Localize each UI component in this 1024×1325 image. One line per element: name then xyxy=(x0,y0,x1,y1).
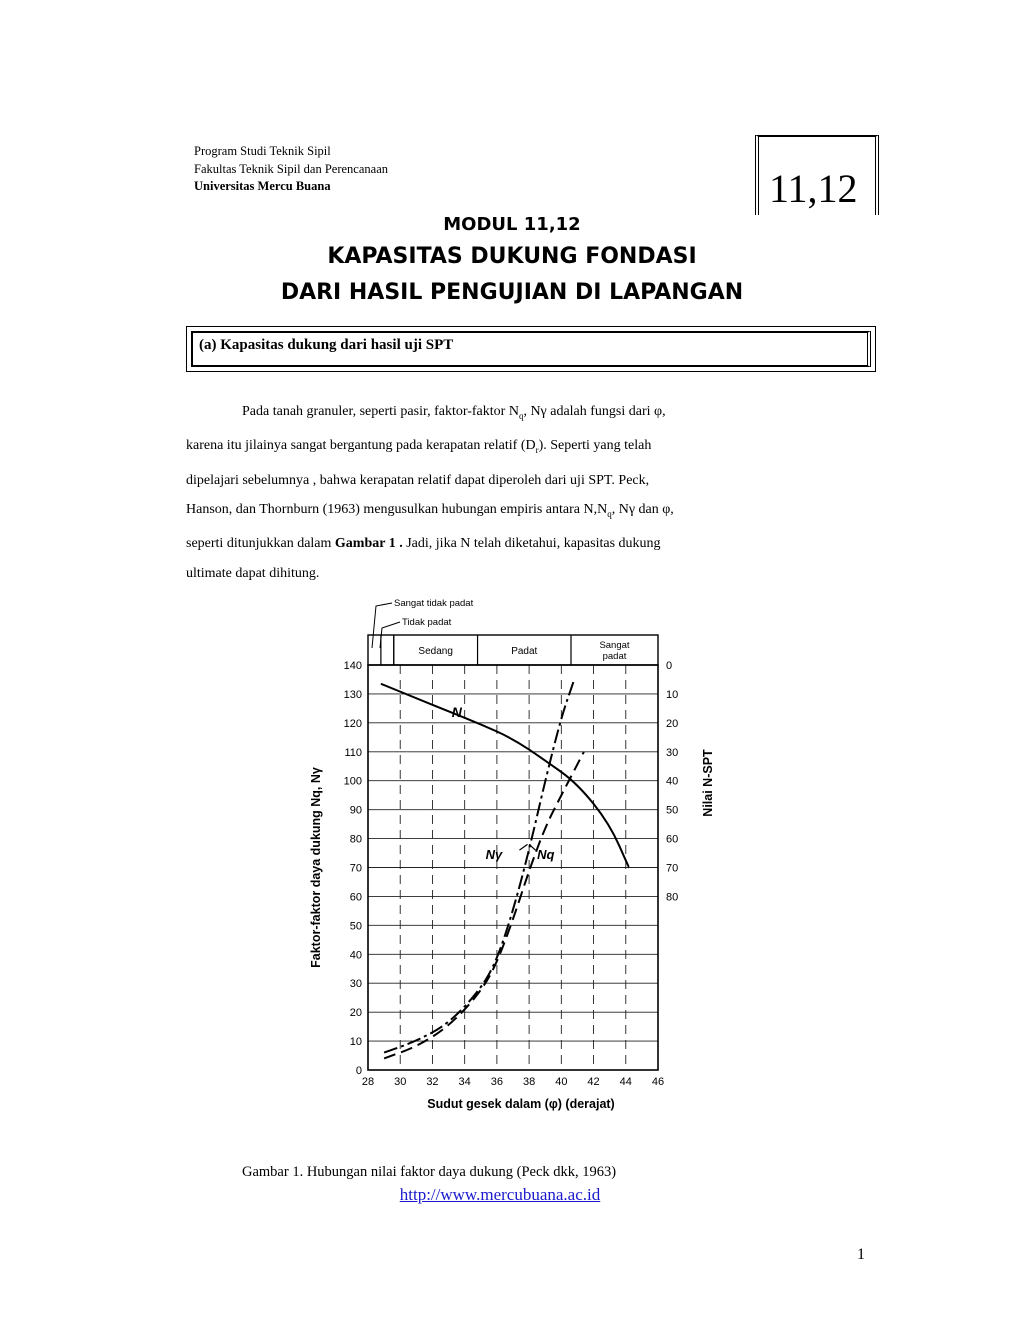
paragraph-line-6: ultimate dapat dihitung. xyxy=(186,565,320,581)
x-tick-label: 44 xyxy=(619,1076,632,1088)
body-paragraph xyxy=(186,397,786,588)
zone-label-very-loose: Sangat tidak padat xyxy=(394,598,474,609)
y2-tick-label: 80 xyxy=(666,891,679,904)
chart-labels xyxy=(309,660,715,1111)
paragraph-line-5: seperti ditunjukkan dalam Gambar 1 . Jadi, jika N telah diketahui, kapasitas dukung xyxy=(186,536,661,552)
y-tick-label: 140 xyxy=(343,660,362,672)
y-tick-label: 40 xyxy=(349,949,362,962)
paragraph-line-1: Pada tanah granuler, seperti pasir, faktor-faktor $N_q$, Nγ adalah fungsi dari φ, xyxy=(242,404,666,421)
x-tick-label: 28 xyxy=(361,1076,375,1088)
y-tick-label: 30 xyxy=(349,978,362,991)
paragraph-line-3: dipelajari sebelumnya , bahwa kerapatan relatif dapat diperoleh dari uji SPT. Peck, xyxy=(186,472,650,488)
chart-grid xyxy=(368,665,658,1070)
bearing-capacity-chart xyxy=(300,588,740,1128)
curve-label-n-gamma: Nγ xyxy=(485,846,503,862)
curve-label-n: N xyxy=(451,704,462,721)
y2-axis-title: Nilai N-SPT xyxy=(701,749,715,817)
y-tick-label: 20 xyxy=(349,1007,362,1020)
x-tick-label: 32 xyxy=(426,1076,439,1088)
x-tick-label: 40 xyxy=(555,1076,568,1088)
y2-tick-label: 50 xyxy=(666,804,679,817)
y2-tick-label: 10 xyxy=(666,688,679,701)
y2-tick-label: 0 xyxy=(666,660,673,672)
y-tick-label: 60 xyxy=(349,891,362,904)
y-axis-title: Faktor-faktor daya dukung Nq, Nγ xyxy=(309,767,323,968)
x-tick-label: 46 xyxy=(651,1076,665,1088)
y-tick-label: 0 xyxy=(355,1065,362,1077)
x-tick-label: 30 xyxy=(394,1076,407,1088)
curve-n-spt xyxy=(381,684,629,868)
chart-curves xyxy=(381,680,629,1059)
zone-label-very-dense-2: padat xyxy=(602,651,627,662)
x-tick-label: 38 xyxy=(522,1076,536,1088)
module-number-box xyxy=(755,135,879,215)
y2-tick-label: 30 xyxy=(666,746,679,759)
institution-university: Universitas Mercu Buana xyxy=(194,179,331,193)
paragraph-line-4: Hanson, dan Thornburn (1963) mengusulkan hubungan empiris antara $N,N_q$, Nγ dan φ, xyxy=(186,502,674,519)
institution-program: Program Studi Teknik Sipil xyxy=(194,144,331,158)
institution-faculty: Fakultas Teknik Sipil dan Perencanaan xyxy=(194,162,388,176)
y-tick-label: 110 xyxy=(344,746,362,759)
y-tick-label: 80 xyxy=(349,833,362,846)
section-heading-box xyxy=(186,326,876,372)
y-tick-label: 130 xyxy=(343,688,362,701)
y-tick-label: 70 xyxy=(349,862,362,875)
zone-label-medium: Sedang xyxy=(418,646,453,657)
x-axis-title: Sudut gesek dalam (φ) (derajat) xyxy=(427,1097,615,1111)
module-label: MODUL 11,12 xyxy=(443,214,581,235)
x-tick-label: 36 xyxy=(490,1076,504,1088)
y-tick-label: 120 xyxy=(343,717,362,730)
figure-caption: Gambar 1. Hubungan nilai faktor daya dukung (Peck dkk, 1963) xyxy=(242,1164,617,1180)
zone-label-loose: Tidak padat xyxy=(402,617,452,628)
y-tick-label: 100 xyxy=(343,775,362,788)
module-number: 11,12 xyxy=(769,166,858,211)
zone-label-very-dense-1: Sangat xyxy=(599,640,630,651)
zone-label-dense: Padat xyxy=(511,646,538,657)
curve-label-n-q: Nq xyxy=(537,846,555,862)
section-heading: (a) Kapasitas dukung dari hasil uji SPT xyxy=(199,337,454,353)
y2-tick-label: 70 xyxy=(666,862,679,875)
y-tick-label: 90 xyxy=(349,804,362,817)
density-zones xyxy=(368,598,658,665)
website-link[interactable]: http://www.mercubuana.ac.id xyxy=(399,1185,601,1204)
y-tick-label: 10 xyxy=(349,1036,362,1049)
title-line-2: DARI HASIL PENGUJIAN DI LAPANGAN xyxy=(280,280,744,305)
title-line-1: KAPASITAS DUKUNG FONDASI xyxy=(327,244,697,269)
curve-n-gamma xyxy=(384,680,574,1053)
page-number: 1 xyxy=(857,1246,865,1263)
x-tick-label: 34 xyxy=(458,1076,471,1088)
x-tick-label: 42 xyxy=(587,1076,600,1088)
paragraph-line-2: karena itu jilainya sangat bergantung pada kerapatan relatif $(D_r)$. Seperti yang telah xyxy=(186,438,652,456)
y2-tick-label: 40 xyxy=(666,775,679,788)
y2-tick-label: 60 xyxy=(666,833,679,846)
y2-tick-label: 20 xyxy=(666,717,679,730)
curve-label-n-gamma-pointer xyxy=(519,844,527,850)
y-tick-label: 50 xyxy=(349,920,362,933)
